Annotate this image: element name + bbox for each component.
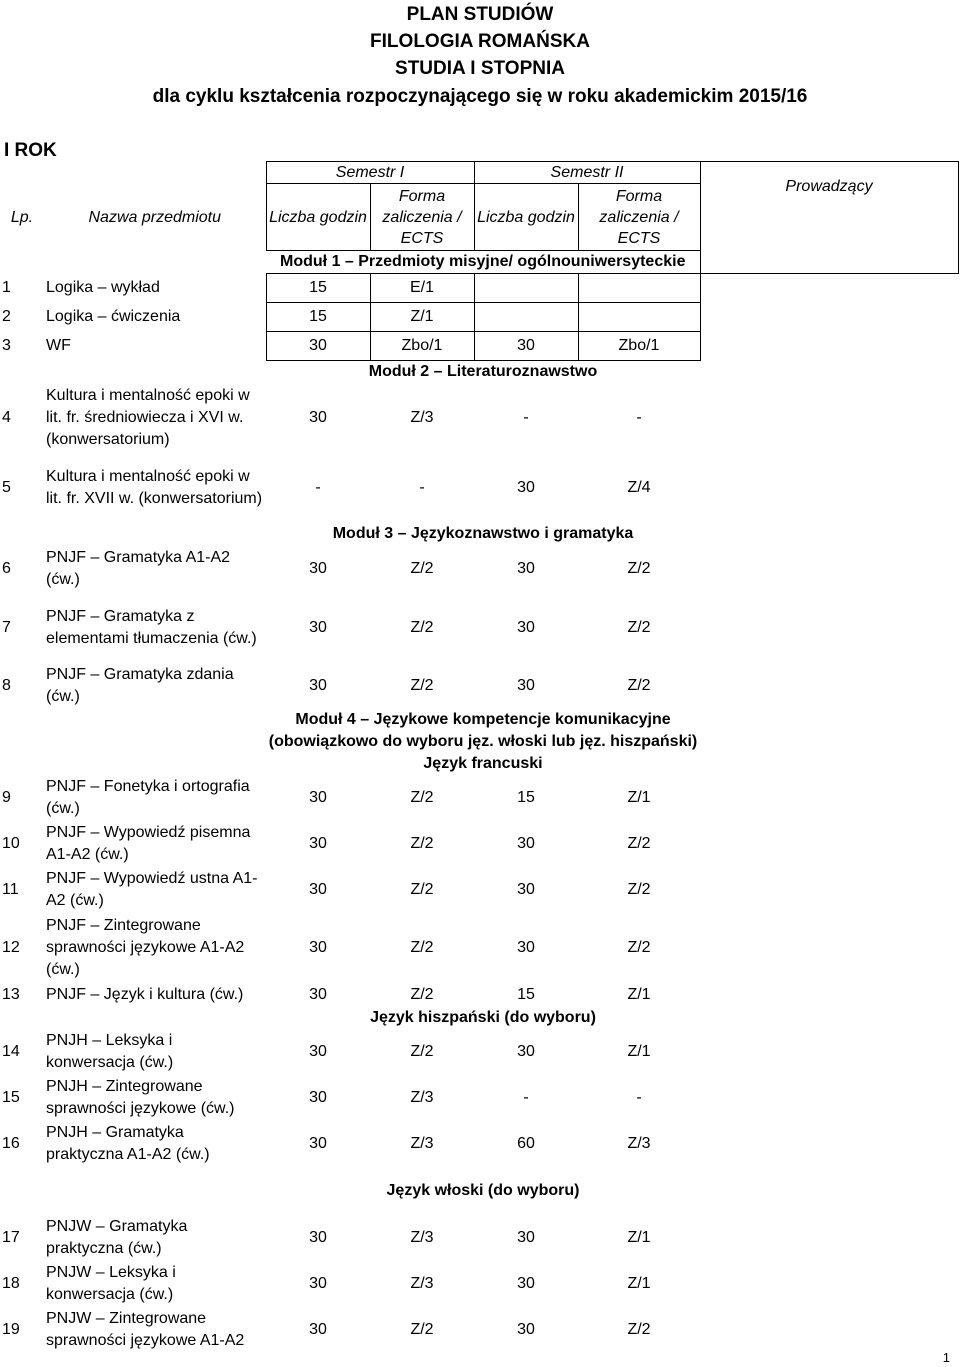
row-form-2 <box>578 303 700 332</box>
row-hours-2: 30 <box>517 619 535 636</box>
row-hours-1: 30 <box>309 881 327 898</box>
year-label: I ROK <box>4 140 57 161</box>
table-row <box>0 453 958 523</box>
row-name: PNJW – Zintegrowane sprawności językowe A1-A2 <box>46 1310 245 1349</box>
module-4-title-line-2: (obowiązkowo do wyboru jęz. włoski lub jęz. hiszpański) <box>268 733 698 750</box>
row-hours-1: 30 <box>309 1089 327 1106</box>
table-row <box>0 983 958 1007</box>
row-teacher <box>700 821 958 867</box>
table-row <box>0 663 958 709</box>
row-lp: 2 <box>2 308 11 325</box>
module-4-title <box>266 709 700 775</box>
row-form-1: Z/3 <box>410 1229 434 1246</box>
row-hours-2: 30 <box>474 332 578 361</box>
table-row <box>0 545 958 593</box>
header-lp: Lp. <box>10 209 34 226</box>
row-hours-1: 30 <box>309 1275 327 1292</box>
module-2-title: Moduł 2 – Literaturoznawstwo <box>368 363 598 380</box>
table-row <box>0 303 958 332</box>
row-form-2: Z/2 <box>627 560 651 577</box>
row-lp: 13 <box>2 986 20 1003</box>
row-name: PNJF – Wypowiedź pisemna A1-A2 (ćw.) <box>46 824 251 863</box>
row-hours-2: 30 <box>517 1275 535 1292</box>
row-form-1: Z/2 <box>410 677 434 694</box>
row-form-1: Z/2 <box>410 986 434 1003</box>
language-spanish-title: Język hiszpański (do wyboru) <box>370 1009 596 1026</box>
row-teacher <box>700 867 958 913</box>
row-name: WF <box>46 337 71 354</box>
row-form-2: Z/3 <box>627 1135 651 1152</box>
row-lp: 19 <box>2 1321 20 1338</box>
row-form-2: Zbo/1 <box>578 332 700 361</box>
row-form-1: Z/2 <box>410 881 434 898</box>
italian-section-row <box>0 1167 958 1215</box>
row-hours-2 <box>474 303 578 332</box>
row-hours-2: - <box>523 409 529 426</box>
row-name: PNJF – Wypowiedź ustna A1-A2 (ćw.) <box>46 870 258 909</box>
row-hours-1: 15 <box>266 274 370 303</box>
row-form-1: Z/2 <box>410 560 434 577</box>
row-hours-2 <box>474 274 578 303</box>
row-hours-1: 30 <box>309 1043 327 1060</box>
table-row <box>0 274 958 303</box>
table-row <box>0 821 958 867</box>
row-hours-2: 30 <box>517 881 535 898</box>
row-form-2 <box>578 274 700 303</box>
row-lp: 14 <box>2 1043 20 1060</box>
row-form-2: Z/2 <box>627 939 651 956</box>
row-form-1: Z/2 <box>410 789 434 806</box>
table-row <box>0 775 958 821</box>
row-hours-2: 15 <box>517 986 535 1003</box>
row-hours-1: 30 <box>309 789 327 806</box>
row-teacher <box>700 332 958 361</box>
title-line-4: dla cyklu kształcenia rozpoczynającego się w roku akademickim 2015/16 <box>152 86 808 107</box>
row-hours-2: 30 <box>517 1043 535 1060</box>
row-name: PNJH – Zintegrowane sprawności językowe (ćw.) <box>46 1078 235 1117</box>
row-hours-1: 30 <box>309 619 327 636</box>
row-teacher <box>700 453 958 523</box>
row-lp: 5 <box>2 479 11 496</box>
row-hours-1: - <box>315 479 321 496</box>
module-4-row <box>0 709 958 775</box>
row-name: PNJW – Gramatyka praktyczna (ćw.) <box>46 1218 188 1257</box>
module-3-title: Moduł 3 – Językoznawstwo i gramatyka <box>332 525 634 542</box>
row-teacher <box>700 545 958 593</box>
row-form-2: - <box>636 1089 642 1106</box>
row-hours-2: 30 <box>517 560 535 577</box>
title-line-2: FILOLOGIA ROMAŃSKA <box>370 31 590 52</box>
row-name: Logika – ćwiczenia <box>46 308 181 325</box>
row-hours-2: 60 <box>517 1135 535 1152</box>
row-lp: 4 <box>2 409 11 426</box>
row-form-1: Z/2 <box>410 1043 434 1060</box>
row-teacher <box>700 1075 958 1121</box>
table-row <box>0 1029 958 1075</box>
row-name: PNJF – Gramatyka A1-A2 (ćw.) <box>46 549 231 588</box>
row-lp: 16 <box>2 1135 20 1152</box>
row-lp: 12 <box>2 939 20 956</box>
row-teacher <box>700 913 958 983</box>
row-hours-2: 30 <box>517 479 535 496</box>
row-lp: 3 <box>2 337 11 354</box>
row-form-2: Z/2 <box>627 1321 651 1338</box>
row-lp: 7 <box>2 619 11 636</box>
row-hours-1: 30 <box>309 1135 327 1152</box>
table-row <box>0 593 958 663</box>
row-lp: 6 <box>2 560 11 577</box>
table-row <box>0 1215 958 1261</box>
header-form-1: Forma zaliczenia / ECTS <box>370 184 474 251</box>
row-teacher <box>700 274 958 303</box>
row-name: PNJF – Gramatyka z elementami tłumaczenia (ćw.) <box>46 608 257 647</box>
row-name: Kultura i mentalność epoki w lit. fr. średniowiecza i XVI w. (konwersatorium) <box>46 387 250 448</box>
row-lp: 17 <box>2 1229 20 1246</box>
header-hours-1: Liczba godzin <box>266 184 370 251</box>
row-teacher <box>700 1215 958 1261</box>
row-name: Kultura i mentalność epoki w lit. fr. XVII w. (konwersatorium) <box>46 468 263 507</box>
row-form-1: Z/3 <box>410 409 434 426</box>
row-hours-1: 15 <box>266 303 370 332</box>
row-form-2: Z/1 <box>627 789 651 806</box>
row-lp: 8 <box>2 677 11 694</box>
header-semester-1: Semestr I <box>266 162 474 184</box>
study-plan-table <box>0 161 959 1353</box>
table-row <box>0 1075 958 1121</box>
row-teacher <box>700 1029 958 1075</box>
row-lp: 11 <box>2 881 19 898</box>
row-form-2: Z/2 <box>627 881 651 898</box>
row-form-2: Z/1 <box>627 1043 651 1060</box>
module-4-title-line-1: Moduł 4 – Językowe kompetencje komunikacyjne <box>295 711 671 728</box>
header-row-semesters <box>0 162 958 184</box>
row-hours-2: 15 <box>517 789 535 806</box>
row-form-2: Z/1 <box>627 1229 651 1246</box>
row-name: PNJW – Leksyka i konwersacja (ćw.) <box>46 1264 176 1303</box>
table-row <box>0 913 958 983</box>
header-semester-2: Semestr II <box>474 162 700 184</box>
table-row <box>0 332 958 361</box>
row-form-2: Z/2 <box>627 619 651 636</box>
row-teacher <box>700 303 958 332</box>
module-2-row <box>0 361 958 384</box>
row-hours-2: 30 <box>517 1229 535 1246</box>
row-form-2: - <box>636 409 642 426</box>
row-lp: 1 <box>2 279 11 296</box>
row-teacher <box>700 983 958 1007</box>
title-line-1: PLAN STUDIÓW <box>406 4 554 25</box>
row-form-2: Z/2 <box>627 677 651 694</box>
row-teacher <box>700 1307 958 1353</box>
row-form-1: Z/2 <box>410 1321 434 1338</box>
row-teacher <box>700 775 958 821</box>
row-teacher <box>700 383 958 453</box>
row-name: PNJF – Zintegrowane sprawności językowe A1-A2 (ćw.) <box>46 917 245 978</box>
row-name: PNJH – Gramatyka praktyczna A1-A2 (ćw.) <box>46 1124 210 1163</box>
title-line-3: STUDIA I STOPNIA <box>395 58 565 79</box>
language-french-title: Język francuski <box>423 755 543 772</box>
row-form-1: Zbo/1 <box>370 332 474 361</box>
row-form-1: - <box>419 479 425 496</box>
header-name: Nazwa przedmiotu <box>88 209 221 226</box>
row-lp: 9 <box>2 789 11 806</box>
row-form-1: Z/3 <box>410 1089 434 1106</box>
row-hours-1: 30 <box>309 1229 327 1246</box>
row-form-2: Z/1 <box>627 1275 651 1292</box>
row-form-1: Z/2 <box>410 619 434 636</box>
row-hours-1: 30 <box>309 986 327 1003</box>
row-hours-1: 30 <box>309 677 327 694</box>
table-row <box>0 867 958 913</box>
table-row <box>0 1307 958 1353</box>
row-hours-1: 30 <box>309 939 327 956</box>
row-form-2: Z/4 <box>627 479 651 496</box>
row-name: PNJH – Leksyka i konwersacja (ćw.) <box>46 1032 174 1071</box>
row-teacher <box>700 663 958 709</box>
row-hours-2: 30 <box>517 939 535 956</box>
row-hours-2: 30 <box>517 677 535 694</box>
row-form-1: Z/2 <box>410 835 434 852</box>
row-hours-1: 30 <box>309 409 327 426</box>
row-name: PNJF – Gramatyka zdania (ćw.) <box>46 666 234 705</box>
module-3-row <box>0 523 958 545</box>
table-row <box>0 1261 958 1307</box>
page-number: 1 <box>942 1350 950 1365</box>
table-row <box>0 383 958 453</box>
row-name: PNJF – Język i kultura (ćw.) <box>46 986 244 1003</box>
row-form-1: Z/2 <box>410 939 434 956</box>
row-form-1: Z/3 <box>410 1135 434 1152</box>
row-lp: 15 <box>2 1089 20 1106</box>
row-form-1: E/1 <box>370 274 474 303</box>
row-hours-1: 30 <box>309 560 327 577</box>
row-name: PNJF – Fonetyka i ortografia (ćw.) <box>46 778 250 817</box>
row-hours-1: 30 <box>266 332 370 361</box>
header-hours-2: Liczba godzin <box>474 184 578 251</box>
module-1-title: Moduł 1 – Przedmioty misyjne/ ogólnouniwersyteckie <box>280 253 686 270</box>
header-form-2: Forma zaliczenia / ECTS <box>578 184 700 251</box>
table-row <box>0 1121 958 1167</box>
row-form-1: Z/3 <box>410 1275 434 1292</box>
row-hours-1: 30 <box>309 1321 327 1338</box>
header-teacher: Prowadzący <box>700 162 958 274</box>
row-lp: 10 <box>2 835 20 852</box>
spanish-section-row <box>0 1007 958 1029</box>
row-hours-2: 30 <box>517 835 535 852</box>
row-form-2: Z/1 <box>627 986 651 1003</box>
row-lp: 18 <box>2 1275 20 1292</box>
row-teacher <box>700 1261 958 1307</box>
row-teacher <box>700 593 958 663</box>
row-hours-1: 30 <box>309 835 327 852</box>
language-italian-title: Język włoski (do wyboru) <box>386 1182 580 1199</box>
row-teacher <box>700 1121 958 1167</box>
row-hours-2: - <box>523 1089 529 1106</box>
row-hours-2: 30 <box>517 1321 535 1338</box>
row-form-1: Z/1 <box>370 303 474 332</box>
row-form-2: Z/2 <box>627 835 651 852</box>
row-name: Logika – wykład <box>46 279 160 296</box>
